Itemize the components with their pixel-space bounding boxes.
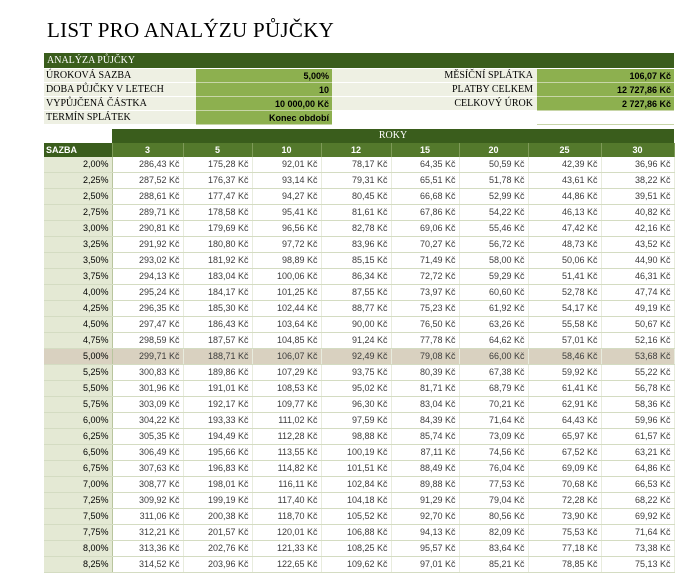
table-row [44, 461, 674, 477]
payment-cell[interactable]: 59,29 Kč [459, 269, 528, 285]
payment-cell[interactable]: 50,06 Kč [528, 253, 601, 269]
payment-cell[interactable]: 69,09 Kč [528, 461, 601, 477]
rate-cell[interactable]: 7,75% [44, 525, 112, 541]
payment-cell[interactable]: 68,22 Kč [601, 493, 674, 509]
payment-cell[interactable]: 58,36 Kč [601, 397, 674, 413]
year-column-header: 25 [528, 143, 601, 157]
rate-cell[interactable]: 3,25% [44, 237, 112, 253]
payment-cell[interactable]: 67,86 Kč [391, 205, 459, 221]
year-column-header: 20 [459, 143, 528, 157]
rate-cell[interactable]: 6,25% [44, 429, 112, 445]
payment-cell[interactable]: 39,51 Kč [601, 189, 674, 205]
payment-cell[interactable]: 81,61 Kč [321, 205, 391, 221]
payment-cell[interactable]: 64,35 Kč [391, 157, 459, 173]
payment-cell[interactable]: 40,82 Kč [601, 205, 674, 221]
payment-cell[interactable]: 52,78 Kč [528, 285, 601, 301]
payment-cell[interactable]: 183,04 Kč [183, 269, 252, 285]
table-row [44, 237, 674, 253]
payment-cell[interactable]: 87,11 Kč [391, 445, 459, 461]
rate-cell[interactable]: 8,25% [44, 557, 112, 573]
payment-cell[interactable]: 296,35 Kč [112, 301, 183, 317]
payment-cell[interactable]: 92,49 Kč [321, 349, 391, 365]
payment-cell[interactable]: 309,92 Kč [112, 493, 183, 509]
payment-cell[interactable]: 89,88 Kč [391, 477, 459, 493]
year-column-header: 10 [252, 143, 321, 157]
rate-cell[interactable]: 3,50% [44, 253, 112, 269]
payment-cell[interactable]: 116,11 Kč [252, 477, 321, 493]
payment-cell[interactable]: 38,22 Kč [601, 173, 674, 189]
payment-cell[interactable]: 180,80 Kč [183, 237, 252, 253]
payment-cell[interactable]: 69,06 Kč [391, 221, 459, 237]
payment-cell[interactable]: 71,64 Kč [459, 413, 528, 429]
payment-cell[interactable]: 313,36 Kč [112, 541, 183, 557]
payment-cell[interactable]: 105,52 Kč [321, 509, 391, 525]
payment-cell[interactable]: 56,72 Kč [459, 237, 528, 253]
payment-cell[interactable]: 301,96 Kč [112, 381, 183, 397]
table-row [44, 445, 674, 461]
interest-rate-label: ÚROKOVÁ SAZBA [44, 69, 196, 83]
payment-cell[interactable]: 109,62 Kč [321, 557, 391, 573]
payment-cell[interactable]: 72,28 Kč [528, 493, 601, 509]
payment-cell[interactable]: 295,24 Kč [112, 285, 183, 301]
payment-cell[interactable]: 64,86 Kč [601, 461, 674, 477]
payment-cell[interactable]: 199,19 Kč [183, 493, 252, 509]
rate-cell[interactable]: 7,50% [44, 509, 112, 525]
payment-cell[interactable]: 101,51 Kč [321, 461, 391, 477]
table-row [44, 493, 674, 509]
payment-cell[interactable]: 61,41 Kč [528, 381, 601, 397]
payment-cell[interactable]: 82,09 Kč [459, 525, 528, 541]
payment-cell[interactable]: 98,88 Kč [321, 429, 391, 445]
payment-cell[interactable]: 54,22 Kč [459, 205, 528, 221]
payment-cell[interactable]: 77,53 Kč [459, 477, 528, 493]
payment-cell[interactable]: 85,21 Kč [459, 557, 528, 573]
page-title: LIST PRO ANALÝZU PŮJČKY [47, 18, 335, 42]
payment-cell[interactable]: 72,72 Kč [391, 269, 459, 285]
payment-cell[interactable]: 289,71 Kč [112, 205, 183, 221]
payment-cell[interactable]: 117,40 Kč [252, 493, 321, 509]
payment-cell[interactable]: 42,16 Kč [601, 221, 674, 237]
payment-cell[interactable]: 73,90 Kč [528, 509, 601, 525]
payment-cell[interactable]: 52,16 Kč [601, 333, 674, 349]
payment-cell[interactable]: 81,71 Kč [391, 381, 459, 397]
table-row [44, 365, 674, 381]
payment-cell[interactable]: 92,01 Kč [252, 157, 321, 173]
payment-cell[interactable]: 93,14 Kč [252, 173, 321, 189]
payment-cell[interactable]: 189,86 Kč [183, 365, 252, 381]
loan-amount-label: VYPŮJČENÁ ČÁSTKA [44, 97, 196, 111]
payment-cell[interactable]: 203,96 Kč [183, 557, 252, 573]
payment-cell[interactable]: 63,21 Kč [601, 445, 674, 461]
payment-cell[interactable]: 43,52 Kč [601, 237, 674, 253]
payment-cell[interactable]: 198,01 Kč [183, 477, 252, 493]
payment-cell[interactable]: 97,01 Kč [391, 557, 459, 573]
payment-cell[interactable]: 200,38 Kč [183, 509, 252, 525]
payment-cell[interactable]: 55,22 Kč [601, 365, 674, 381]
payment-cell[interactable]: 311,06 Kč [112, 509, 183, 525]
interest-rate-input[interactable]: 5,00% [196, 69, 332, 83]
payment-cell[interactable]: 298,59 Kč [112, 333, 183, 349]
payment-cell[interactable]: 48,73 Kč [528, 237, 601, 253]
payment-cell[interactable]: 36,96 Kč [601, 157, 674, 173]
payment-cell[interactable]: 98,89 Kč [252, 253, 321, 269]
payment-cell[interactable]: 79,04 Kč [459, 493, 528, 509]
total-payments-label: PLATBY CELKEM [332, 83, 537, 97]
payment-cell[interactable]: 83,04 Kč [391, 397, 459, 413]
payment-cell[interactable]: 67,38 Kč [459, 365, 528, 381]
payment-cell[interactable]: 186,43 Kč [183, 317, 252, 333]
payment-cell[interactable]: 305,35 Kč [112, 429, 183, 445]
empty-label-cell [332, 111, 537, 125]
payment-cell[interactable]: 47,42 Kč [528, 221, 601, 237]
years-group-header: ROKY [112, 129, 674, 143]
payment-table [44, 143, 675, 573]
rate-cell[interactable]: 7,25% [44, 493, 112, 509]
rate-cell[interactable]: 4,75% [44, 333, 112, 349]
payment-cell[interactable]: 75,23 Kč [391, 301, 459, 317]
year-column-header: 12 [321, 143, 391, 157]
rate-cell[interactable]: 2,25% [44, 173, 112, 189]
payment-cell[interactable]: 113,55 Kč [252, 445, 321, 461]
rate-cell[interactable]: 6,00% [44, 413, 112, 429]
payment-cell[interactable]: 76,04 Kč [459, 461, 528, 477]
payment-cell[interactable]: 293,02 Kč [112, 253, 183, 269]
payment-timing-label: TERMÍN SPLÁTEK [44, 111, 196, 125]
payment-cell[interactable]: 122,65 Kč [252, 557, 321, 573]
payment-cell[interactable]: 177,47 Kč [183, 189, 252, 205]
payment-cell[interactable]: 118,70 Kč [252, 509, 321, 525]
payment-cell[interactable]: 65,51 Kč [391, 173, 459, 189]
payment-cell[interactable]: 70,68 Kč [528, 477, 601, 493]
payment-cell[interactable]: 111,02 Kč [252, 413, 321, 429]
monthly-payment-label: MĚSÍČNÍ SPLÁTKA [332, 69, 537, 83]
payment-cell[interactable]: 294,13 Kč [112, 269, 183, 285]
payment-cell[interactable]: 101,25 Kč [252, 285, 321, 301]
payment-cell[interactable]: 90,00 Kč [321, 317, 391, 333]
payment-cell[interactable]: 91,24 Kč [321, 333, 391, 349]
total-interest-value: 2 727,86 Kč [537, 97, 674, 111]
payment-cell[interactable]: 106,88 Kč [321, 525, 391, 541]
payment-cell[interactable]: 46,13 Kč [528, 205, 601, 221]
rate-cell[interactable]: 8,00% [44, 541, 112, 557]
rate-cell[interactable]: 5,00% [44, 349, 112, 365]
rate-cell[interactable]: 6,50% [44, 445, 112, 461]
payment-cell[interactable]: 61,92 Kč [459, 301, 528, 317]
payment-cell[interactable]: 49,19 Kč [601, 301, 674, 317]
payment-cell[interactable]: 79,08 Kč [391, 349, 459, 365]
payment-cell[interactable]: 52,99 Kč [459, 189, 528, 205]
payment-cell[interactable]: 47,74 Kč [601, 285, 674, 301]
total-interest-label: CELKOVÝ ÚROK [332, 97, 537, 111]
payment-cell[interactable]: 97,59 Kč [321, 413, 391, 429]
payment-cell[interactable]: 78,17 Kč [321, 157, 391, 173]
payment-cell[interactable]: 73,97 Kč [391, 285, 459, 301]
payment-cell[interactable]: 287,52 Kč [112, 173, 183, 189]
payment-cell[interactable]: 114,82 Kč [252, 461, 321, 477]
loan-amount-input[interactable]: 10 000,00 Kč [196, 97, 332, 111]
payment-cell[interactable]: 93,75 Kč [321, 365, 391, 381]
rate-cell[interactable]: 3,00% [44, 221, 112, 237]
payment-cell[interactable]: 42,39 Kč [528, 157, 601, 173]
payment-cell[interactable]: 306,49 Kč [112, 445, 183, 461]
payment-cell[interactable]: 95,41 Kč [252, 205, 321, 221]
payment-cell[interactable]: 78,85 Kč [528, 557, 601, 573]
payment-cell[interactable]: 73,38 Kč [601, 541, 674, 557]
payment-cell[interactable]: 288,61 Kč [112, 189, 183, 205]
payment-cell[interactable]: 100,06 Kč [252, 269, 321, 285]
table-row [44, 349, 674, 365]
table-row [44, 221, 674, 237]
payment-cell[interactable]: 80,56 Kč [459, 509, 528, 525]
payment-cell[interactable]: 68,79 Kč [459, 381, 528, 397]
payment-cell[interactable]: 103,64 Kč [252, 317, 321, 333]
payment-cell[interactable]: 83,64 Kč [459, 541, 528, 557]
payment-cell[interactable]: 121,33 Kč [252, 541, 321, 557]
payment-cell[interactable]: 193,33 Kč [183, 413, 252, 429]
rate-cell[interactable]: 4,00% [44, 285, 112, 301]
payment-cell[interactable]: 59,92 Kč [528, 365, 601, 381]
payment-cell[interactable]: 104,18 Kč [321, 493, 391, 509]
payment-cell[interactable]: 86,34 Kč [321, 269, 391, 285]
payment-cell[interactable]: 60,60 Kč [459, 285, 528, 301]
payment-cell[interactable]: 64,43 Kč [528, 413, 601, 429]
payment-cell[interactable]: 55,46 Kč [459, 221, 528, 237]
table-row [44, 189, 674, 205]
payment-cell[interactable]: 70,21 Kč [459, 397, 528, 413]
payment-cell[interactable]: 299,71 Kč [112, 349, 183, 365]
payment-cell[interactable]: 179,69 Kč [183, 221, 252, 237]
payment-cell[interactable]: 50,59 Kč [459, 157, 528, 173]
payment-timing-select[interactable]: Konec období [196, 111, 332, 125]
payment-cell[interactable]: 94,27 Kč [252, 189, 321, 205]
year-column-header: 30 [601, 143, 674, 157]
payment-cell[interactable]: 67,52 Kč [528, 445, 601, 461]
payment-cell[interactable]: 44,90 Kč [601, 253, 674, 269]
rate-cell[interactable]: 7,00% [44, 477, 112, 493]
payment-cell[interactable]: 82,78 Kč [321, 221, 391, 237]
payment-cell[interactable]: 46,31 Kč [601, 269, 674, 285]
rate-cell[interactable]: 2,00% [44, 157, 112, 173]
table-row [44, 541, 674, 557]
payment-cell[interactable]: 96,56 Kč [252, 221, 321, 237]
payment-cell[interactable]: 291,92 Kč [112, 237, 183, 253]
payment-cell[interactable]: 51,78 Kč [459, 173, 528, 189]
payment-cell[interactable]: 304,22 Kč [112, 413, 183, 429]
table-header-row [44, 143, 674, 157]
payment-cell[interactable]: 95,57 Kč [391, 541, 459, 557]
table-row [44, 509, 674, 525]
rate-column-header: SAZBA [44, 143, 112, 157]
year-column-header: 3 [112, 143, 183, 157]
payment-cell[interactable]: 178,58 Kč [183, 205, 252, 221]
payment-cell[interactable]: 64,62 Kč [459, 333, 528, 349]
payment-cell[interactable]: 87,55 Kč [321, 285, 391, 301]
table-row [44, 253, 674, 269]
monthly-payment-value: 106,07 Kč [537, 69, 674, 83]
payment-cell[interactable]: 120,01 Kč [252, 525, 321, 541]
table-row [44, 525, 674, 541]
payment-cell[interactable]: 71,49 Kč [391, 253, 459, 269]
payment-cell[interactable]: 73,09 Kč [459, 429, 528, 445]
payment-cell[interactable]: 94,13 Kč [391, 525, 459, 541]
payment-cell[interactable]: 75,53 Kč [528, 525, 601, 541]
payment-cell[interactable]: 184,17 Kč [183, 285, 252, 301]
payment-cell[interactable]: 95,02 Kč [321, 381, 391, 397]
payment-cell[interactable]: 51,41 Kč [528, 269, 601, 285]
rate-cell[interactable]: 4,25% [44, 301, 112, 317]
table-row [44, 429, 674, 445]
payment-cell[interactable]: 80,45 Kč [321, 189, 391, 205]
payment-cell[interactable]: 107,29 Kč [252, 365, 321, 381]
payment-cell[interactable]: 102,44 Kč [252, 301, 321, 317]
table-row [44, 317, 674, 333]
loan-term-input[interactable]: 10 [196, 83, 332, 97]
payment-cell[interactable]: 108,53 Kč [252, 381, 321, 397]
rate-cell[interactable]: 2,50% [44, 189, 112, 205]
payment-cell[interactable]: 112,28 Kč [252, 429, 321, 445]
payment-cell[interactable]: 202,76 Kč [183, 541, 252, 557]
payment-cell[interactable]: 59,96 Kč [601, 413, 674, 429]
payment-cell[interactable]: 70,27 Kč [391, 237, 459, 253]
payment-cell[interactable]: 80,39 Kč [391, 365, 459, 381]
payment-cell[interactable]: 194,49 Kč [183, 429, 252, 445]
rate-cell[interactable]: 6,75% [44, 461, 112, 477]
year-column-header: 5 [183, 143, 252, 157]
payment-cell[interactable]: 108,25 Kč [321, 541, 391, 557]
payment-cell[interactable]: 77,78 Kč [391, 333, 459, 349]
table-row [44, 269, 674, 285]
table-row [44, 333, 674, 349]
table-row [44, 285, 674, 301]
table-row [44, 301, 674, 317]
table-row [44, 173, 674, 189]
payment-cell[interactable]: 76,50 Kč [391, 317, 459, 333]
payment-cell[interactable]: 191,01 Kč [183, 381, 252, 397]
payment-cell[interactable]: 58,00 Kč [459, 253, 528, 269]
payment-cell[interactable]: 307,63 Kč [112, 461, 183, 477]
payment-cell[interactable]: 77,18 Kč [528, 541, 601, 557]
payment-cell[interactable]: 58,46 Kč [528, 349, 601, 365]
payment-cell[interactable]: 308,77 Kč [112, 477, 183, 493]
payment-cell[interactable]: 91,29 Kč [391, 493, 459, 509]
payment-cell[interactable]: 61,57 Kč [601, 429, 674, 445]
payment-cell[interactable]: 100,19 Kč [321, 445, 391, 461]
payment-cell[interactable]: 201,57 Kč [183, 525, 252, 541]
payment-cell[interactable]: 109,77 Kč [252, 397, 321, 413]
payment-cell[interactable]: 84,39 Kč [391, 413, 459, 429]
table-row [44, 381, 674, 397]
table-row [44, 557, 674, 573]
payment-cell[interactable]: 290,81 Kč [112, 221, 183, 237]
table-row [44, 205, 674, 221]
table-row [44, 397, 674, 413]
payment-cell[interactable]: 96,30 Kč [321, 397, 391, 413]
payment-cell[interactable]: 92,70 Kč [391, 509, 459, 525]
payment-cell[interactable]: 192,17 Kč [183, 397, 252, 413]
payment-cell[interactable]: 44,86 Kč [528, 189, 601, 205]
empty-value-cell [537, 111, 674, 125]
payment-cell[interactable]: 312,21 Kč [112, 525, 183, 541]
payment-cell[interactable]: 176,37 Kč [183, 173, 252, 189]
payment-cell[interactable]: 314,52 Kč [112, 557, 183, 573]
payment-cell[interactable]: 300,83 Kč [112, 365, 183, 381]
payment-cell[interactable]: 50,67 Kč [601, 317, 674, 333]
payment-cell[interactable]: 195,66 Kč [183, 445, 252, 461]
table-row [44, 413, 674, 429]
payment-cell[interactable]: 196,83 Kč [183, 461, 252, 477]
payment-cell[interactable]: 57,01 Kč [528, 333, 601, 349]
payment-cell[interactable]: 43,61 Kč [528, 173, 601, 189]
payment-cell[interactable]: 175,28 Kč [183, 157, 252, 173]
payment-cell[interactable]: 65,97 Kč [528, 429, 601, 445]
rate-cell[interactable]: 3,75% [44, 269, 112, 285]
year-column-header: 15 [391, 143, 459, 157]
payment-cell[interactable]: 71,64 Kč [601, 525, 674, 541]
loan-term-label: DOBA PŮJČKY V LETECH [44, 83, 196, 97]
payment-cell[interactable]: 74,56 Kč [459, 445, 528, 461]
payment-cell[interactable]: 53,68 Kč [601, 349, 674, 365]
payment-cell[interactable]: 88,77 Kč [321, 301, 391, 317]
payment-cell[interactable]: 303,09 Kč [112, 397, 183, 413]
payment-cell[interactable]: 66,53 Kč [601, 477, 674, 493]
payment-cell[interactable]: 188,71 Kč [183, 349, 252, 365]
payment-cell[interactable]: 286,43 Kč [112, 157, 183, 173]
payment-cell[interactable]: 66,00 Kč [459, 349, 528, 365]
payment-cell[interactable]: 56,78 Kč [601, 381, 674, 397]
payment-cell[interactable]: 297,47 Kč [112, 317, 183, 333]
payment-cell[interactable]: 181,92 Kč [183, 253, 252, 269]
payment-cell[interactable]: 55,58 Kč [528, 317, 601, 333]
payment-cell[interactable]: 85,74 Kč [391, 429, 459, 445]
payment-cell[interactable]: 75,13 Kč [601, 557, 674, 573]
payment-cell[interactable]: 62,91 Kč [528, 397, 601, 413]
table-row [44, 157, 674, 173]
payment-cell[interactable]: 85,15 Kč [321, 253, 391, 269]
payment-cell[interactable]: 66,68 Kč [391, 189, 459, 205]
table-body [44, 157, 674, 573]
table-row [44, 477, 674, 493]
rate-cell[interactable]: 4,50% [44, 317, 112, 333]
payment-cell[interactable]: 97,72 Kč [252, 237, 321, 253]
rate-cell[interactable]: 5,50% [44, 381, 112, 397]
total-payments-value: 12 727,86 Kč [537, 83, 674, 97]
payment-cell[interactable]: 79,31 Kč [321, 173, 391, 189]
payment-cell[interactable]: 88,49 Kč [391, 461, 459, 477]
analysis-section-header: ANALÝZA PŮJČKY [44, 53, 674, 68]
rate-cell[interactable]: 2,75% [44, 205, 112, 221]
rate-cell[interactable]: 5,25% [44, 365, 112, 381]
payment-cell[interactable]: 102,84 Kč [321, 477, 391, 493]
roky-spacer [44, 129, 112, 143]
payment-cell[interactable]: 106,07 Kč [252, 349, 321, 365]
payment-cell[interactable]: 104,85 Kč [252, 333, 321, 349]
payment-cell[interactable]: 69,92 Kč [601, 509, 674, 525]
payment-cell[interactable]: 63,26 Kč [459, 317, 528, 333]
payment-cell[interactable]: 187,57 Kč [183, 333, 252, 349]
payment-cell[interactable]: 54,17 Kč [528, 301, 601, 317]
rate-cell[interactable]: 5,75% [44, 397, 112, 413]
payment-cell[interactable]: 83,96 Kč [321, 237, 391, 253]
payment-cell[interactable]: 185,30 Kč [183, 301, 252, 317]
